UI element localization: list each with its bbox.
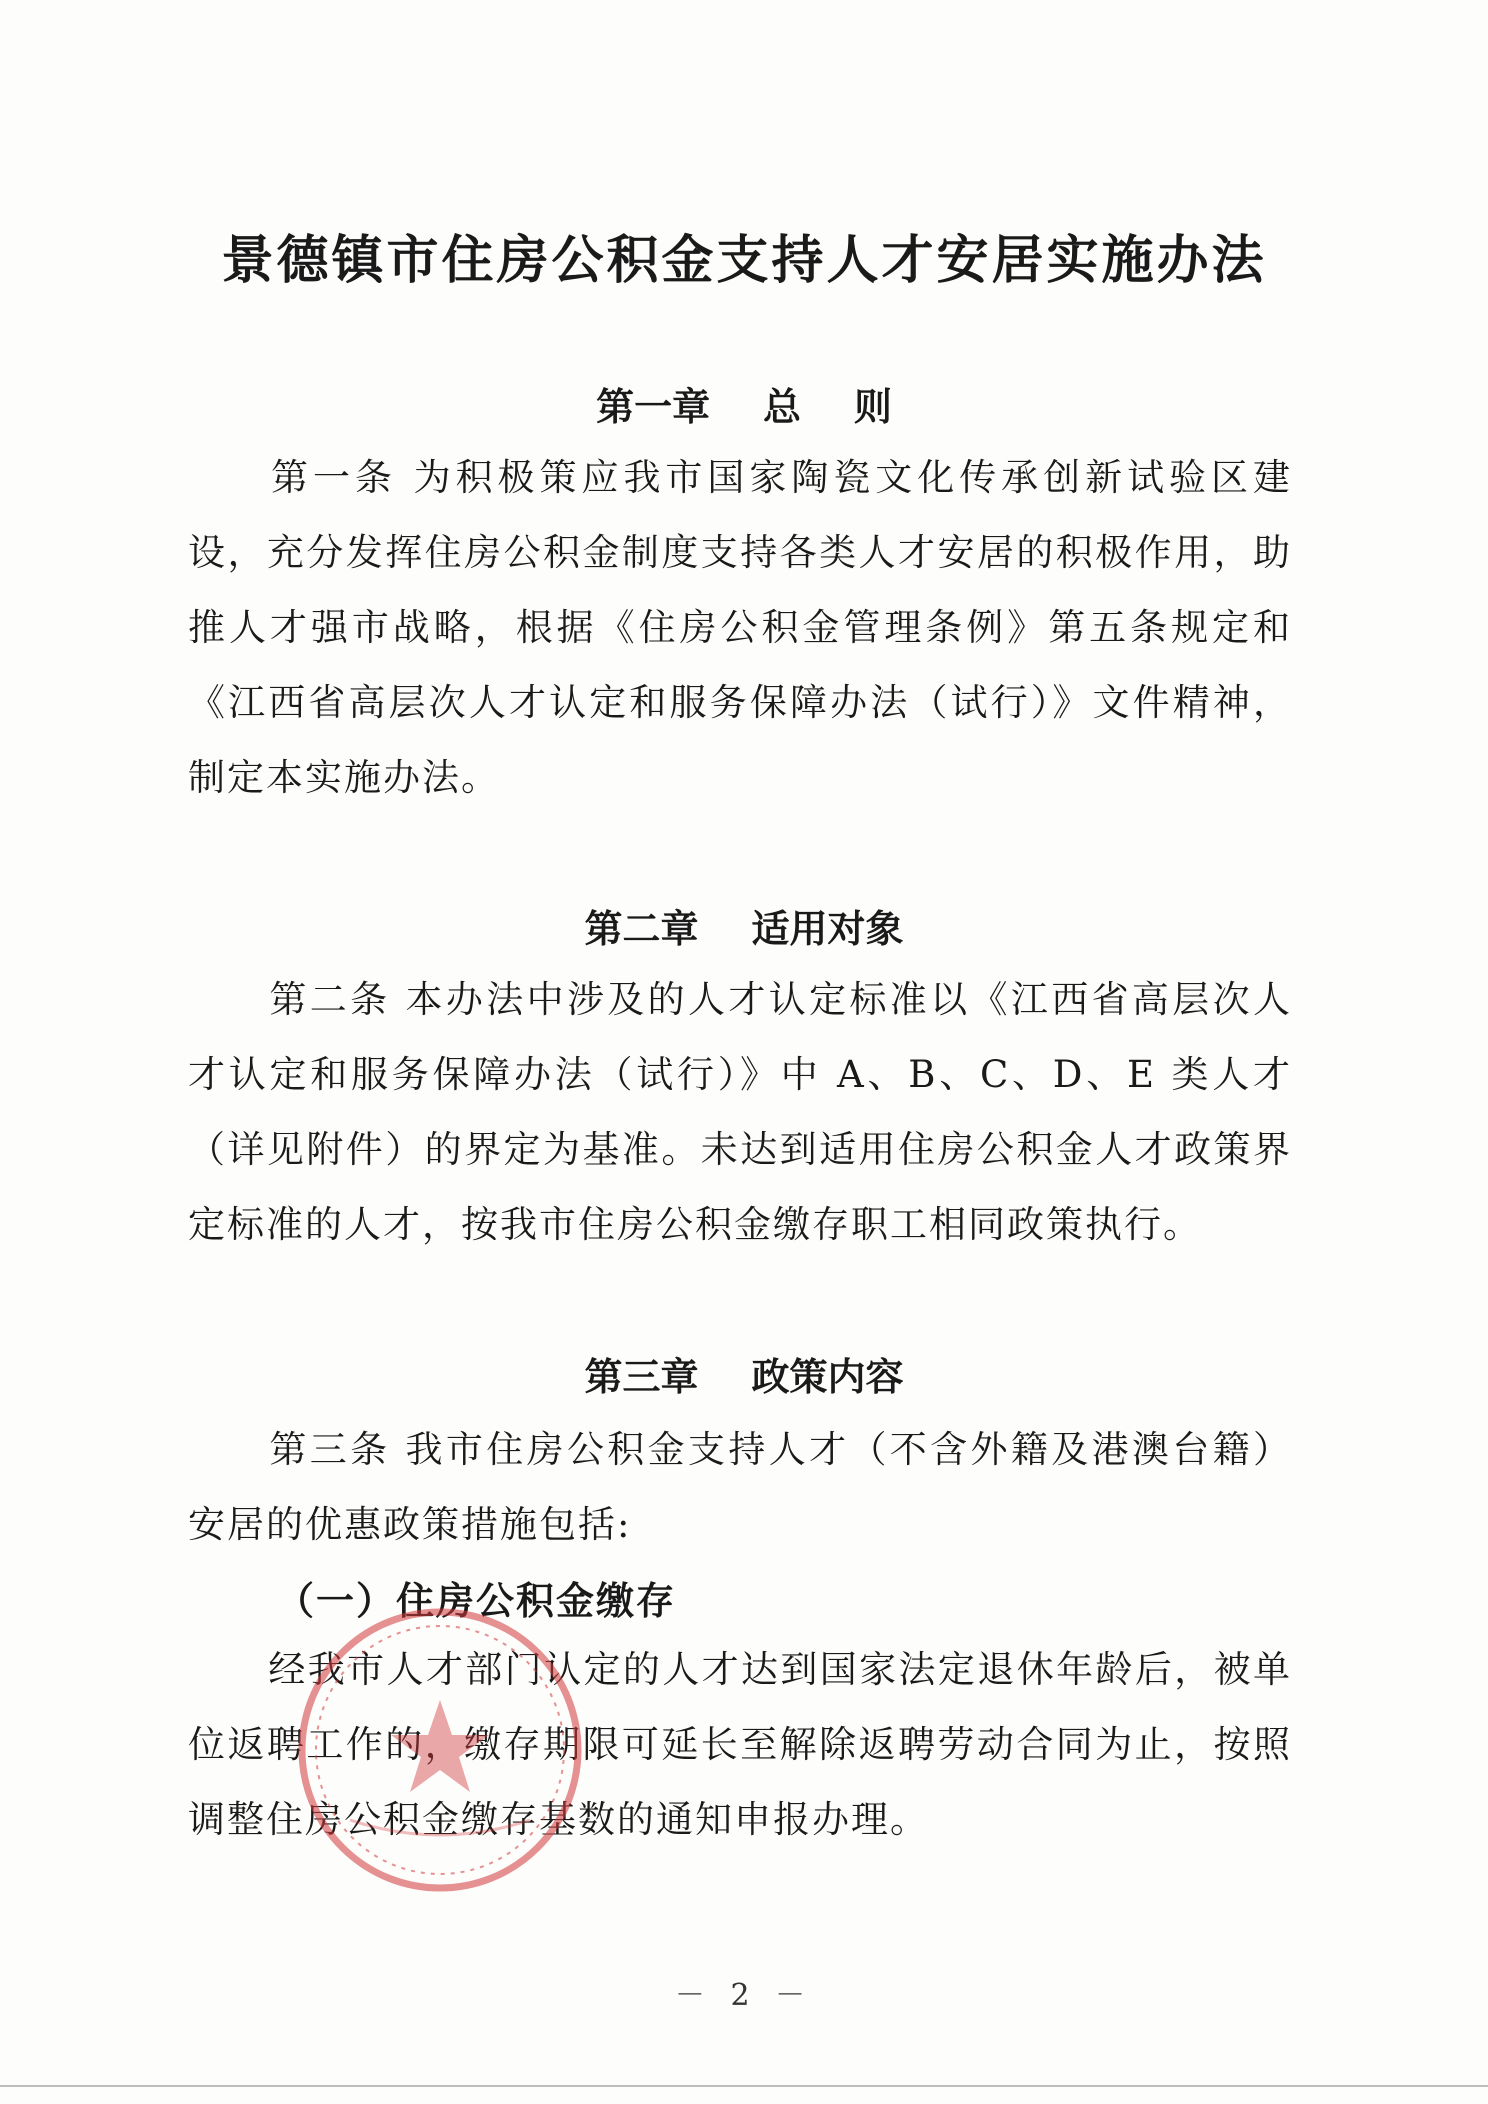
section-1-heading: （一）住房公积金缴存 bbox=[276, 1579, 677, 1623]
article-2-paragraph bbox=[188, 962, 1292, 1262]
chapter-1-heading: 第一章 总 则 bbox=[596, 385, 892, 429]
article-1-text: 第一条 为积极策应我市国家陶瓷文化传承创新试验区建设，充分发挥住房公积金制度支持各类人才安居的积极作用，助推人才强市战略，根据《住房公积金管理条例》第五条规定和《江西省高层次人才认定和服务保障办法（试行）》文件精神，制定本实施办法。 bbox=[188, 456, 1292, 799]
article-1-paragraph bbox=[188, 440, 1292, 815]
official-seal-icon bbox=[290, 1600, 590, 1900]
page-number: － 2 － bbox=[674, 1978, 814, 2013]
chapter-3-heading: 第三章 政策内容 bbox=[584, 1355, 904, 1399]
scan-edge-line bbox=[0, 2085, 1488, 2087]
article-3-paragraph bbox=[188, 1412, 1292, 1562]
section-1-text: 经我市人才部门认定的人才达到国家法定退休年龄后，被单位返聘工作的，缴存期限可延长至解除返聘劳动合同为止，按照调整住房公积金缴存基数的通知申报办理。 bbox=[188, 1648, 1292, 1841]
article-2-text: 第二条 本办法中涉及的人才认定标准以《江西省高层次人才认定和服务保障办法（试行）》中 A、B、C、D、E 类人才（详见附件）的界定为基准。未达到适用住房公积金人才政策界定标准的人才，按我市住房公积金缴存职工相同政策执行。 bbox=[188, 978, 1292, 1246]
article-3-text: 第三条 我市住房公积金支持人才（不含外籍及港澳台籍）安居的优惠政策措施包括: bbox=[188, 1428, 1292, 1546]
document-title: 景德镇市住房公积金支持人才安居实施办法 bbox=[221, 230, 1267, 291]
chapter-2-heading: 第二章 适用对象 bbox=[584, 907, 904, 951]
